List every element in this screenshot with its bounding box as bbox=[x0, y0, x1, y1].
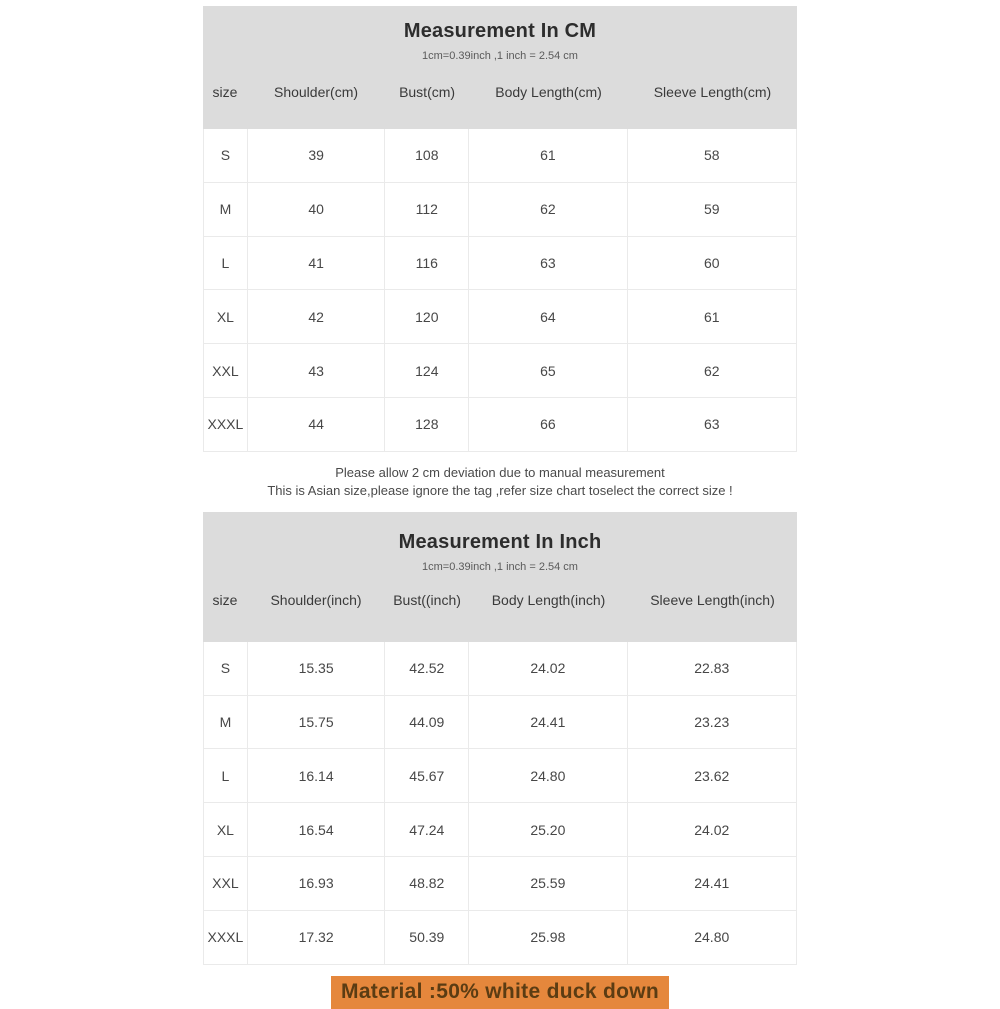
cell-shoulder: 15.75 bbox=[248, 696, 386, 749]
cell-shoulder: 16.93 bbox=[248, 857, 386, 910]
cell-sleeve-length: 22.83 bbox=[694, 660, 730, 677]
cell-sleeve-length: 61 bbox=[703, 308, 720, 325]
table-row-m bbox=[204, 183, 796, 237]
cell-body-length: 24.80 bbox=[469, 749, 627, 802]
cell-size: L bbox=[204, 749, 248, 802]
cell-sleeve-length: 63 bbox=[703, 416, 720, 433]
cell-bust: 108 bbox=[385, 129, 469, 182]
cm-header-block bbox=[203, 6, 797, 129]
table-row-l bbox=[204, 749, 796, 803]
cell-bust: 50.39 bbox=[385, 911, 469, 964]
cell-bust: 47.24 bbox=[385, 803, 469, 856]
cm-section-title: Measurement In CM bbox=[403, 20, 597, 42]
inch-section-title: Measurement In Inch bbox=[398, 530, 602, 553]
cm-table-body bbox=[203, 129, 797, 452]
cell-bust: 48.82 bbox=[385, 857, 469, 910]
table-row-xxl bbox=[204, 344, 796, 398]
cell-body-length: 24.02 bbox=[469, 642, 627, 695]
cell-shoulder: 39 bbox=[248, 129, 386, 182]
material-label: Material :50% white duck down bbox=[331, 976, 669, 1009]
cell-sleeve-length: 23.62 bbox=[694, 767, 730, 784]
cell-shoulder: 16.54 bbox=[248, 803, 386, 856]
cell-shoulder: 40 bbox=[248, 183, 386, 236]
note-deviation: Please allow 2 cm deviation due to manual measurement bbox=[335, 464, 665, 480]
cell-body-length: 66 bbox=[469, 398, 627, 451]
cell-shoulder: 17.32 bbox=[248, 911, 386, 964]
cell-size: XL bbox=[204, 803, 248, 856]
cell-sleeve-length: 23.23 bbox=[694, 713, 730, 730]
inch-column-header-row bbox=[203, 574, 797, 624]
cm-column-header-shoulder: Shoulder(cm) bbox=[273, 84, 359, 100]
cell-sleeve-length: 60 bbox=[703, 254, 720, 271]
cell-body-length: 65 bbox=[469, 344, 627, 397]
note-asian-size: This is Asian size,please ignore the tag ,refer size chart toselect the correct size ! bbox=[267, 482, 733, 498]
inch-column-header-bust: Bust((inch) bbox=[393, 591, 461, 608]
cell-shoulder: 43 bbox=[248, 344, 386, 397]
cell-bust: 44.09 bbox=[385, 696, 469, 749]
cell-body-length: 62 bbox=[469, 183, 627, 236]
inch-column-header-size: size bbox=[212, 591, 238, 608]
cell-size: XXXL bbox=[204, 911, 248, 964]
cell-bust: 124 bbox=[385, 344, 469, 397]
cell-size: L bbox=[204, 237, 248, 290]
cell-bust: 116 bbox=[385, 237, 469, 290]
cell-size: S bbox=[204, 642, 248, 695]
measurement-notes bbox=[203, 452, 797, 512]
cell-size: S bbox=[204, 129, 248, 182]
cell-sleeve-length: 59 bbox=[703, 201, 720, 218]
cm-conversion-subtitle: 1cm=0.39inch ,1 inch = 2.54 cm bbox=[422, 50, 578, 62]
cell-bust: 112 bbox=[385, 183, 469, 236]
cell-body-length: 25.59 bbox=[469, 857, 627, 910]
cell-sleeve-length: 58 bbox=[703, 147, 720, 164]
cell-sleeve-length: 24.80 bbox=[694, 929, 730, 946]
cell-body-length: 61 bbox=[469, 129, 627, 182]
cell-bust: 45.67 bbox=[385, 749, 469, 802]
cm-measurement-section bbox=[203, 6, 797, 452]
table-row-s bbox=[204, 129, 796, 183]
table-row-xl bbox=[204, 803, 796, 857]
table-row-xxxl bbox=[204, 398, 796, 452]
cm-column-header-bust: Bust(cm) bbox=[399, 84, 456, 100]
inch-header-block bbox=[203, 512, 797, 642]
table-row-xxxl bbox=[204, 911, 796, 965]
cell-sleeve-length: 62 bbox=[703, 362, 720, 379]
cell-bust: 120 bbox=[385, 290, 469, 343]
cell-size: XL bbox=[204, 290, 248, 343]
inch-column-header-shoulder: Shoulder(inch) bbox=[270, 591, 362, 608]
table-row-s bbox=[204, 642, 796, 696]
cm-column-header-body-length: Body Length(cm) bbox=[495, 84, 602, 100]
cm-column-header-row bbox=[203, 63, 797, 116]
cell-shoulder: 16.14 bbox=[248, 749, 386, 802]
cell-shoulder: 41 bbox=[248, 237, 386, 290]
cm-column-header-sleeve-length: Sleeve Length(cm) bbox=[653, 84, 772, 100]
cell-bust: 128 bbox=[385, 398, 469, 451]
inch-table-body bbox=[203, 642, 797, 965]
inch-column-header-body-length: Body Length(inch) bbox=[491, 591, 606, 608]
cell-shoulder: 44 bbox=[248, 398, 386, 451]
table-row-xl bbox=[204, 290, 796, 344]
cell-bust: 42.52 bbox=[385, 642, 469, 695]
cell-sleeve-length: 24.41 bbox=[694, 875, 730, 892]
cell-size: M bbox=[204, 183, 248, 236]
size-chart-sheet bbox=[203, 0, 797, 1009]
cell-body-length: 24.41 bbox=[469, 696, 627, 749]
cell-body-length: 25.98 bbox=[469, 911, 627, 964]
inch-conversion-subtitle: 1cm=0.39inch ,1 inch = 2.54 cm bbox=[422, 560, 578, 573]
cell-size: XXL bbox=[204, 344, 248, 397]
inch-measurement-section bbox=[203, 512, 797, 965]
table-row-m bbox=[204, 696, 796, 750]
material-footer bbox=[203, 976, 797, 1009]
table-row-l bbox=[204, 237, 796, 291]
cell-body-length: 64 bbox=[469, 290, 627, 343]
cell-shoulder: 15.35 bbox=[248, 642, 386, 695]
cell-size: XXL bbox=[204, 857, 248, 910]
cell-body-length: 63 bbox=[469, 237, 627, 290]
cell-sleeve-length: 24.02 bbox=[694, 821, 730, 838]
cell-shoulder: 42 bbox=[248, 290, 386, 343]
inch-column-header-sleeve-length: Sleeve Length(inch) bbox=[650, 591, 775, 608]
cell-body-length: 25.20 bbox=[469, 803, 627, 856]
cm-column-header-size: size bbox=[212, 84, 238, 100]
cell-size: M bbox=[204, 696, 248, 749]
cell-size: XXXL bbox=[204, 398, 248, 451]
table-row-xxl bbox=[204, 857, 796, 911]
